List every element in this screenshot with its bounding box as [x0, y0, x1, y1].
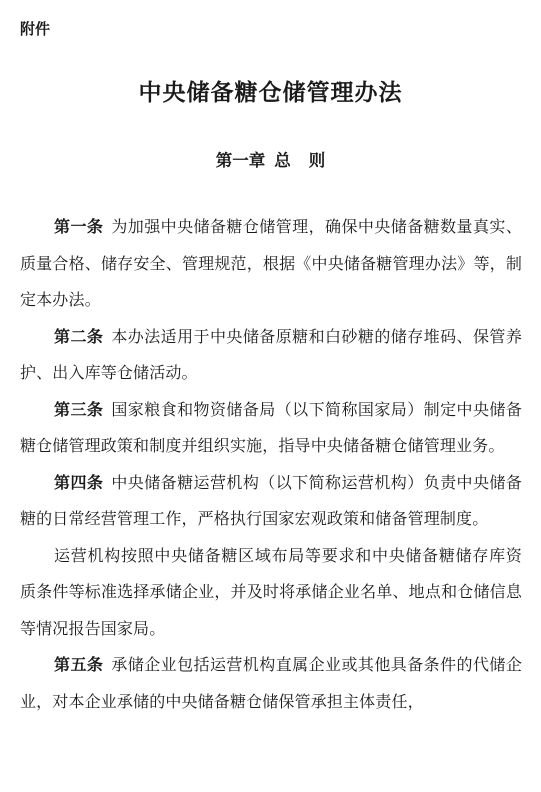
chapter-heading: [0, 149, 541, 173]
article-text: 国家粮食和物资储备局（以下简称国家局）制定中央储备糖仓储管理政策和制度并组织实施，指导中央储备糖仓储管理业务。: [20, 399, 522, 455]
chapter-name-part2: 则: [308, 151, 326, 170]
article-number: 第三条: [54, 399, 104, 419]
article-1-paragraph: [20, 209, 522, 319]
article-number: 第二条: [54, 326, 104, 346]
article-text: 本办法适用于中央储备原糖和白砂糖的储存堆码、保管养护、出入库等仓储活动。: [20, 326, 522, 382]
article-number: 第一条: [54, 217, 104, 236]
article-number: 第四条: [54, 472, 104, 492]
document-title: 中央储备糖仓储管理办法: [138, 79, 403, 106]
article-number: 第五条: [54, 655, 104, 674]
article-4-continuation-paragraph: [20, 538, 522, 648]
article-4-paragraph: [20, 465, 522, 538]
paragraph-text: 运营机构按照中央储备糖区域布局等要求和中央储备糖储存库资质条件等标准选择承储企业，并及时将承储企业名单、地点和仓储信息等情况报告国家局。: [20, 545, 522, 638]
annex-label: 附件: [20, 20, 51, 38]
article-3-paragraph: [20, 392, 522, 465]
chapter-number: 第一章: [215, 151, 266, 170]
article-5-paragraph: [20, 647, 522, 720]
document-body: [20, 209, 522, 720]
article-text: 中央储备糖运营机构（以下简称运营机构）负责中央储备糖的日常经营管理工作，严格执行国家宏观政策和储备管理制度。: [20, 472, 522, 528]
chapter-name-part1: 总: [274, 151, 291, 170]
article-text: 承储企业包括运营机构直属企业或其他具备条件的代储企业，对本企业承储的中央储备糖仓储保管承担主体责任，: [20, 655, 522, 711]
article-text: 为加强中央储备糖仓储管理，确保中央储备糖数量真实、质量合格、储存安全、管理规范，根据《中央储备糖管理办法》等，制定本办法。: [20, 217, 522, 309]
article-2-paragraph: [20, 319, 522, 392]
